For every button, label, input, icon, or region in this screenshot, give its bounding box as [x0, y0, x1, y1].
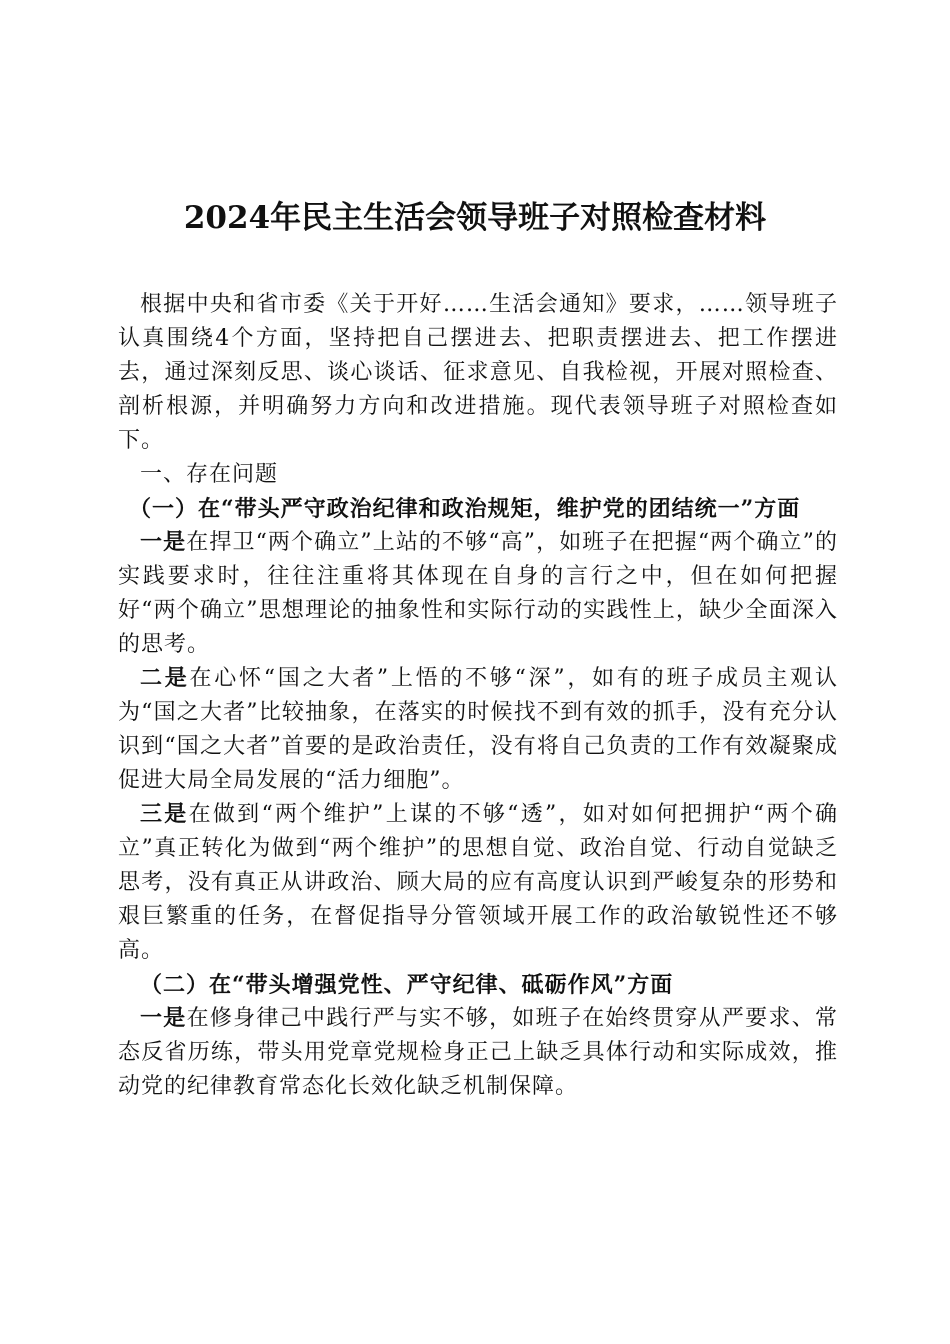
item-lead: 一是: [140, 1006, 187, 1031]
list-item: [118, 526, 838, 662]
item-text: 在修身律己中践行严与实不够，如班子在始终贯穿从严要求、常态反省历练，带头用党章党规检身正己上缺乏具体行动和实际成效，推动党的纪律教育常态化长效化缺乏机制保障。: [118, 1006, 838, 1099]
subsection-heading-2: （二）在“带头增强党性、严守纪律、砥砺作风”方面: [140, 972, 674, 998]
document-title: 2024年民主生活会领导班子对照检查材料: [183, 200, 767, 236]
item-text: 在做到“两个维护”上谋的不够“透”，如对如何把拥护“两个确立”真正转化为做到“两个维护”的思想自觉、政治自觉、行动自觉缺乏思考，没有真正从讲政治、顾大局的应有高度认识到严峻复杂的形势和艰巨繁重的任务，在督促指导分管领域开展工作的政治敏锐性还不够高。: [118, 802, 838, 963]
item-lead: 二是: [140, 666, 190, 691]
list-item: [118, 1002, 838, 1104]
section-heading-problems: 一、存在问题: [140, 462, 279, 487]
document-body: [118, 288, 838, 1104]
item-lead: 一是: [140, 530, 187, 555]
item-text: 在心怀“国之大者”上悟的不够“深”，如有的班子成员主观认为“国之大者”比较抽象，在落实的时候找不到有效的抓手，没有充分认识到“国之大者”首要的是政治责任，没有将自己负责的工作有效凝聚成促进大局全局发展的“活力细胞”。: [118, 666, 838, 793]
intro-paragraph: 根据中央和省市委《关于开好……生活会通知》要求，……领导班子认真围绕4个方面，坚持把自己摆进去、把职责摆进去、把工作摆进去，通过深刻反思、谈心谈话、征求意见、自我检视，开展对照检查、剖析根源，并明确努力方向和改进措施。现代表领导班子对照检查如下。: [118, 292, 838, 453]
subsection-heading-1: （一）在“带头严守政治纪律和政治规矩，维护党的团结统一”方面: [129, 496, 801, 522]
item-text: 在捍卫“两个确立”上站的不够“高”，如班子在把握“两个确立”的实践要求时，往往注重将其体现在自身的言行之中，但在如何把握好“两个确立”思想理论的抽象性和实际行动的实践性上，缺少全面深入的思考。: [118, 530, 838, 657]
list-item: [118, 662, 838, 798]
list-item: [118, 798, 838, 968]
item-lead: 三是: [140, 802, 189, 827]
